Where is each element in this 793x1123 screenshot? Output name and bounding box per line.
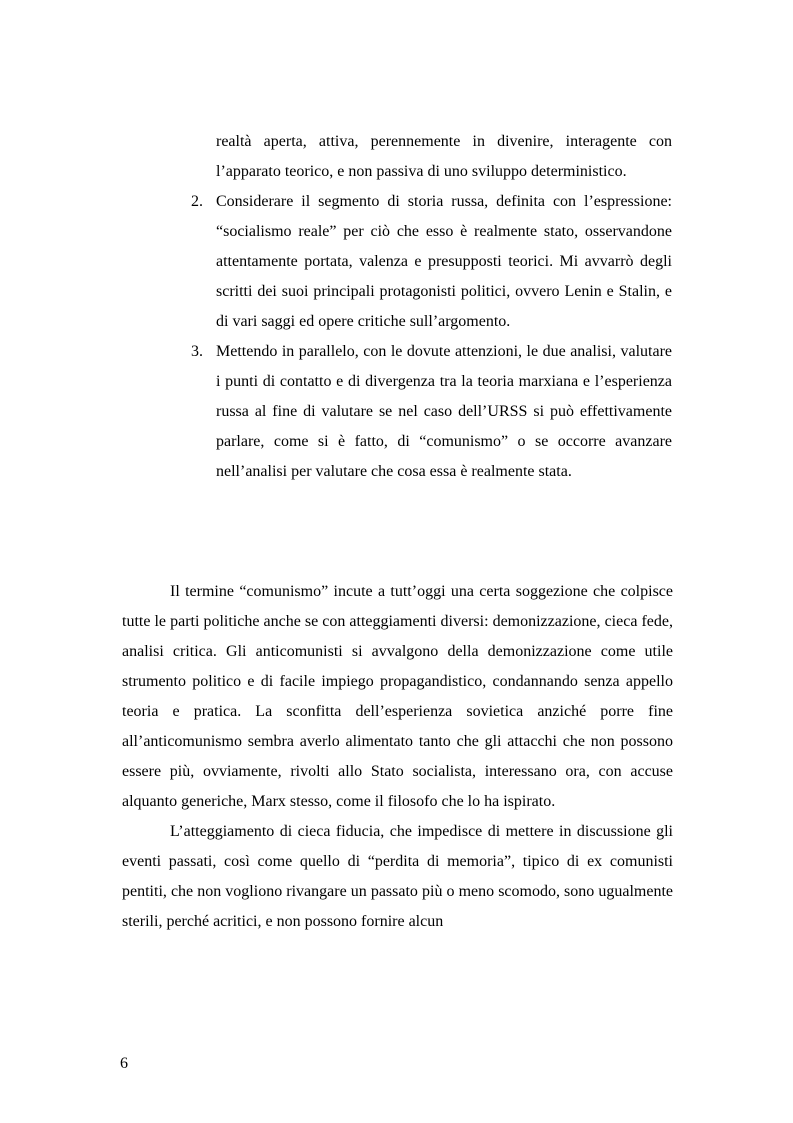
paragraph: L’atteggiamento di cieca fiducia, che impedisce di mettere in discussione gli eventi passati, così come quello di “perdita di memoria”, tipico di ex comunisti pentiti, che non vogliono rivangare un passato più o meno scomodo, sono ugualmente sterili, perché acritici, e non possono fornire alcun <box>122 823 673 930</box>
list-item <box>191 187 672 337</box>
list-item-text: Considerare il segmento di storia russa, definita con l’espressione: “socialismo reale” per ciò che esso è realmente stato, osservandone attentamente portata, valenza e presupposti teorici. Mi avvarrò degli scritti dei suoi principali protagonisti politici, ovvero Lenin e Stalin, e di vari saggi ed opere critiche sull’argomento. <box>216 193 672 330</box>
numbered-list <box>0 127 793 487</box>
list-item <box>216 127 672 187</box>
list-item-text: Mettendo in parallelo, con le dovute attenzioni, le due analisi, valutare i punti di contatto e di divergenza tra la teoria marxiana e l’esperienza russa al fine di valutare se nel caso dell’URSS si può effettivamente parlare, come si è fatto, di “comunismo” o se occorre avanzare nell’analisi per valutare che cosa essa è realmente stata. <box>216 343 672 480</box>
list-item <box>191 337 672 487</box>
page-number: 6 <box>120 1055 128 1072</box>
list-item-text: realtà aperta, attiva, perennemente in divenire, interagente con l’apparato teorico, e non passiva di uno sviluppo deterministico. <box>216 133 672 180</box>
list-item-number: 3. <box>191 343 203 360</box>
list-item-number: 2. <box>191 193 203 210</box>
paragraph: Il termine “comunismo” incute a tutt’oggi una certa soggezione che colpisce tutte le parti politiche anche se con atteggiamenti diversi: demonizzazione, cieca fede, analisi critica. Gli anticomunisti si avvalgono della demonizzazione come utile strumento politico e di facile impiego propagandistico, condannando senza appello teoria e pratica. La sconfitta dell’esperienza sovietica anziché porre fine all’anticomunismo sembra averlo alimentato tanto che gli attacchi che non possono essere più, ovviamente, rivolti allo Stato socialista, interessano ora, con accuse alquanto generiche, Marx stesso, come il filosofo che lo ha ispirato. <box>122 583 673 810</box>
body-text <box>122 577 673 937</box>
